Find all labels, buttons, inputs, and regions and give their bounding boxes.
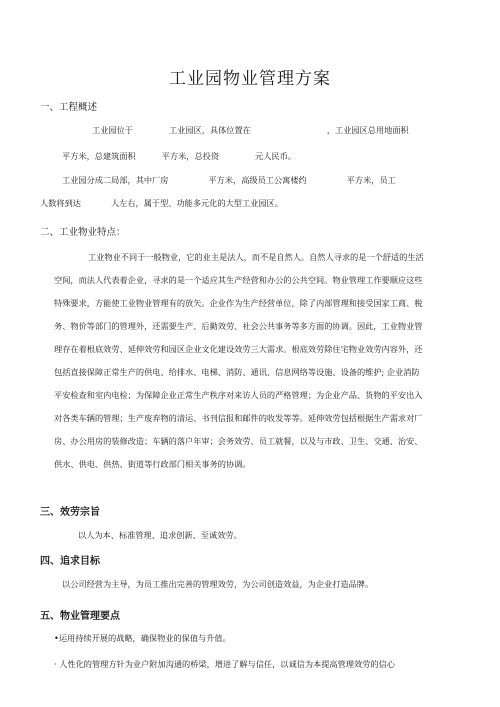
overview-line-1 xyxy=(92,124,409,136)
key-point-item: · 人性化的管理方针为业户附加沟通的桥梁，增进了解与信任，以诚信为本提高管理效劳的信心 xyxy=(54,659,395,669)
overview-text: 工业园位于 xyxy=(92,125,133,135)
overview-text: 工业园区，具体位置在 xyxy=(168,125,251,135)
section-4-heading: 四、追求目标 xyxy=(40,556,100,567)
overview-text: 人数将到达 xyxy=(40,198,81,208)
overview-text: ，工业园区总用地面积 xyxy=(326,125,409,135)
section-2-heading: 二、工业物业特点： xyxy=(40,227,126,238)
overview-line-4 xyxy=(40,197,283,209)
overview-text: 平方米，高级员工公寓楼约 xyxy=(208,175,307,185)
overview-text: 平方米，员工 xyxy=(346,175,396,185)
feature-line: 工业物业不同于一般物业，它的业主是法人，而不是自然人。自然人寻求的是一个舒适的生活 xyxy=(88,252,424,262)
overview-text: 工业园分成二局部，其中厂房 xyxy=(62,175,169,185)
section-5-heading: 五、物业管理要点 xyxy=(40,611,120,622)
feature-line: 供水、供电、供热、街道等行政部门相关事务的协调。 xyxy=(54,459,251,469)
section-3-heading: 三、效劳宗旨 xyxy=(40,507,100,518)
feature-line: 包括直接保障正常生产的供电、给排水、电梯、消防、通讯、信息网络等设施、设备的维护; 企业消防 xyxy=(54,367,420,377)
feature-line: 务、物价等部门的管理外，还需要生产、后勤效劳、社会公共事务等多方面的协调。因此，工业物业管 xyxy=(54,321,423,331)
overview-line-2 xyxy=(62,150,296,162)
overview-text: 平方米，总投资 xyxy=(161,151,220,161)
goal-text: 以公司经营为主导，为员工推出完善的管理效劳，为公司创造效益，为企业打造品牌。 xyxy=(62,579,374,589)
section-1-heading: 一、工程概述 xyxy=(40,102,98,113)
feature-line: 理存在着根底效劳、延伸效劳和园区企业文化建设效劳三大需求。根底效劳除住宅物业效劳内容外，还 xyxy=(54,344,423,354)
overview-text: 平方米，总建筑面积 xyxy=(62,151,136,161)
overview-line-3 xyxy=(62,174,396,186)
feature-line: 平安检查和室内电检；为保障企业正常生产秩序对来访人员的严格管理；为企业产品、货物的平安出入 xyxy=(54,390,423,400)
feature-line: 对各类车辆的管理；生产废弃物的清运、书刊信报和邮件的收发等等。延伸效劳包括根据生产需求对厂 xyxy=(54,413,423,423)
feature-line: 空间，而法人代表着企业，寻求的是一个适应其生产经营和办公的公共空间。物业管理工作要顺应这些 xyxy=(54,275,423,285)
feature-line: 房、办公用房的装修改造；车辆的落户年审；会务效劳、员工就餐，以及与市政、卫生、交通、治安、 xyxy=(54,436,423,446)
key-point-item: •运用持续开展的战略，确保物业的保值与升值。 xyxy=(54,633,231,643)
feature-line: 特殊要求，方能使工业物业管理有的放矢。企业作为生产经营单位，除了内部管理和接受国家工商、税 xyxy=(54,298,423,308)
document-title: 工业园物业管理方案 xyxy=(169,69,331,89)
service-tenet-text: 以人为本、标准管理、追求创新、至诚效劳。 xyxy=(78,530,242,540)
overview-text: 元人民币。 xyxy=(255,151,296,161)
overview-text: 人左右，属于型、功能多元化的大型工业园区。 xyxy=(110,198,283,208)
